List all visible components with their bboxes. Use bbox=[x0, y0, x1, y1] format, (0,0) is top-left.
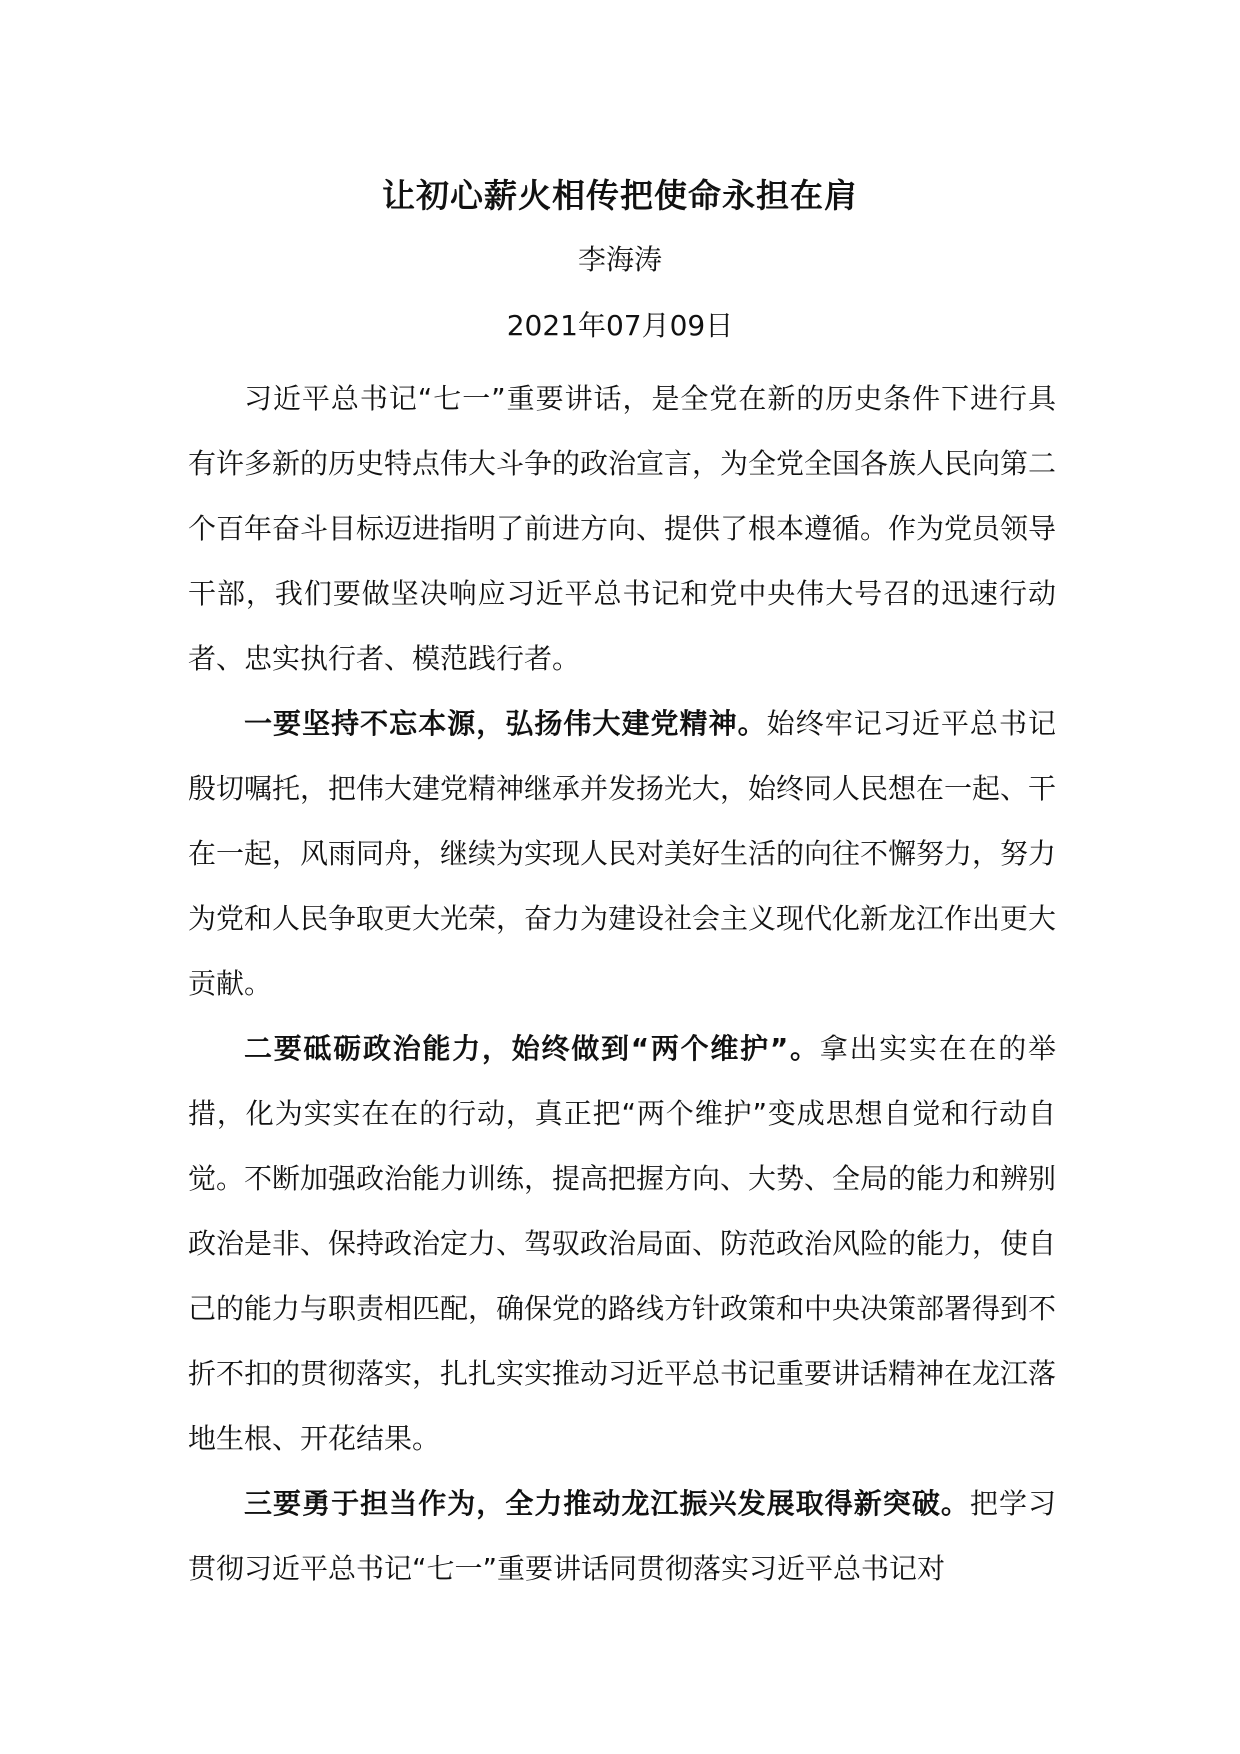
paragraph-text: 始终牢记习近平总书记殷切嘱托，把伟大建党精神继承并发扬光大，始终同人民想在一起、干在一起，风雨同舟，继续为实现人民对美好生活的向往不懈努力，努力为党和人民争取更大光荣，奋力为建设社会主义现代化新龙江作出更大贡献。 bbox=[188, 707, 1057, 1000]
paragraph-point-three bbox=[188, 1471, 1056, 1601]
document-date: 2021年07月09日 bbox=[506, 309, 734, 342]
paragraph-lead: 二要砥砺政治能力，始终做到“两个维护”。 bbox=[244, 1032, 820, 1065]
paragraph-text: 习近平总书记“七一”重要讲话，是全党在新的历史条件下进行具有许多新的历史特点伟大斗争的政治宣言，为全党全国各族人民向第二个百年奋斗目标迈进指明了前进方向、提供了根本遵循。作为党员领导干部，我们要做坚决响应习近平总书记和党中央伟大号召的迅速行动者、忠实执行者、模范践行者。 bbox=[188, 382, 1057, 675]
paragraph-lead: 一要坚持不忘本源，弘扬伟大建党精神。 bbox=[244, 707, 767, 740]
paragraph-point-two bbox=[188, 1016, 1056, 1471]
paragraph-text: 拿出实实在在的举措，化为实实在在的行动，真正把“两个维护”变成思想自觉和行动自觉。不断加强政治能力训练，提高把握方向、大势、全局的能力和辨别政治是非、保持政治定力、驾驭政治局面、防范政治风险的能力，使自己的能力与职责相匹配，确保党的路线方针政策和中央决策部署得到不折不扣的贯彻落实，扎扎实实推动习近平总书记重要讲话精神在龙江落地生根、开花结果。 bbox=[188, 1032, 1057, 1455]
document-body bbox=[188, 366, 1056, 1601]
paragraph-text: 把学习贯彻习近平总书记“七一”重要讲话同贯彻落实习近平总书记对 bbox=[188, 1487, 1056, 1585]
document-author: 李海涛 bbox=[577, 243, 662, 276]
paragraph-point-one bbox=[188, 691, 1056, 1016]
document-title: 让初心薪火相传把使命永担在肩 bbox=[382, 176, 858, 215]
paragraph-lead: 三要勇于担当作为，全力推动龙江振兴发展取得新突破。 bbox=[244, 1487, 970, 1520]
paragraph-intro bbox=[188, 366, 1056, 691]
